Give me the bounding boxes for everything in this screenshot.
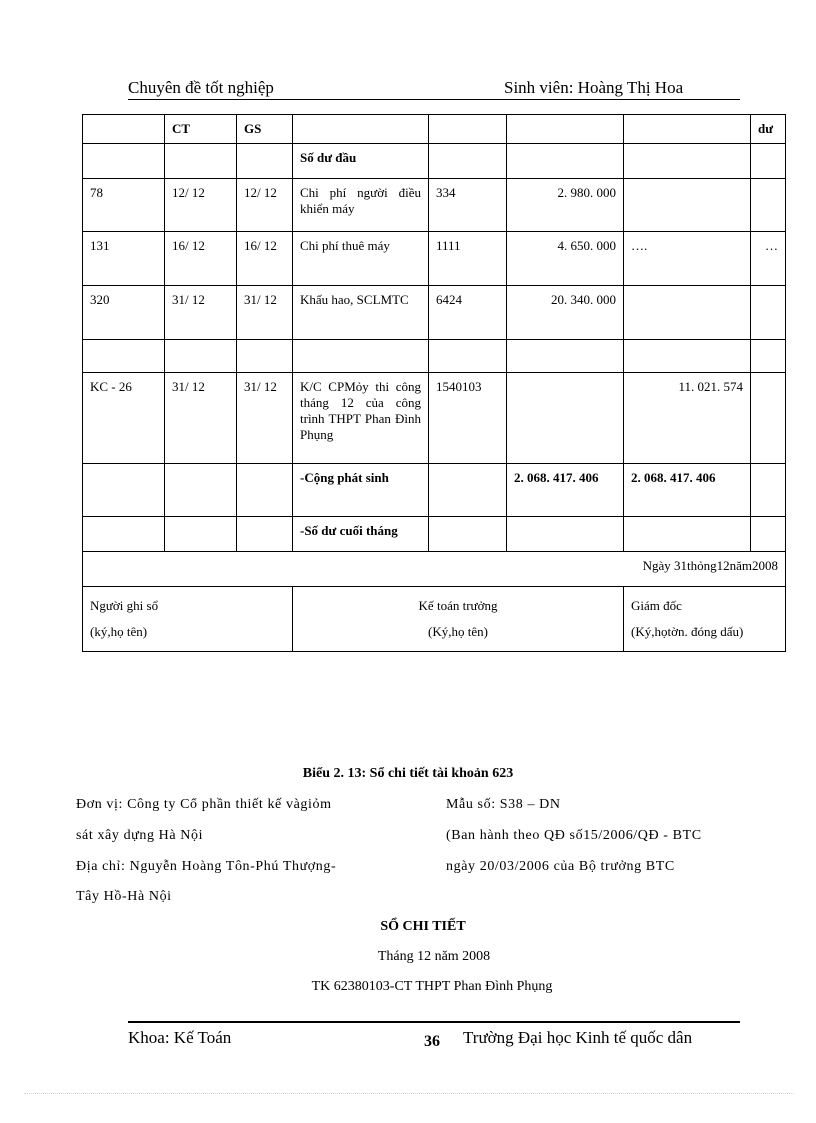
header-cell-no [83, 115, 165, 144]
header-cell-debit [507, 115, 624, 144]
row-contra-account: 334 [429, 179, 507, 232]
footer-rule [128, 1021, 740, 1023]
header-rule [128, 99, 740, 100]
row-voucher-date: 31/ 12 [165, 373, 237, 464]
company-unit-line-1: Đơn vị: Công ty Cổ phần thiết kế vàgiỏm [76, 797, 332, 812]
opening-balance-label: Số dư đầu [293, 144, 429, 179]
page-bottom-divider [24, 1093, 794, 1094]
row-voucher-date: 16/ 12 [165, 232, 237, 286]
document-account: TK 62380103-CT THPT Phan Đình Phụng [311, 979, 553, 994]
recorder-title: Người ghi sổ [90, 598, 159, 613]
table-caption: Biểu 2. 13: Sổ chi tiết tài khoản 623 [302, 766, 514, 781]
recorder-subtitle: (ký,họ tên) [90, 624, 148, 639]
signature-accountant [293, 587, 624, 652]
table-row [83, 232, 786, 286]
row-voucher-date: 12/ 12 [165, 179, 237, 232]
row-voucher-no: 78 [83, 179, 165, 232]
company-address-line-2: Tây Hồ-Hà Nội [76, 889, 172, 904]
row-description: Chi phí người điều khiển máy [293, 179, 429, 232]
total-credit: 2. 068. 417. 406 [624, 464, 751, 517]
ledger-header-row [83, 115, 786, 144]
accountant-subtitle: (Ký,họ tên) [428, 624, 488, 639]
row-credit [624, 179, 751, 232]
footer-university: Trường Đại học Kinh tế quốc dân [463, 1028, 693, 1047]
signature-recorder [83, 587, 293, 652]
header-cell-acct [429, 115, 507, 144]
row-voucher-no: 131 [83, 232, 165, 286]
empty-row [83, 340, 786, 373]
header-cell-credit [624, 115, 751, 144]
form-number: Mẫu số: S38 – DN [446, 797, 561, 812]
total-row [83, 464, 786, 517]
accountant-title: Kế toán trưởng [418, 598, 498, 613]
row-credit: …. [624, 232, 751, 286]
row-posting-date: 31/ 12 [237, 373, 293, 464]
header-cell-balance: dư [751, 115, 786, 144]
footer-faculty: Khoa: Kế Toán [128, 1028, 232, 1047]
row-credit [624, 286, 751, 340]
row-posting-date: 12/ 12 [237, 179, 293, 232]
form-regulation-line-1: (Ban hành theo QĐ số15/2006/QĐ - BTC [446, 828, 702, 843]
row-credit: 11. 021. 574 [624, 373, 751, 464]
row-contra-account: 1111 [429, 232, 507, 286]
row-contra-account: 6424 [429, 286, 507, 340]
total-debit: 2. 068. 417. 406 [507, 464, 624, 517]
signature-row [83, 587, 786, 652]
ledger-table [82, 114, 786, 652]
row-balance [751, 286, 786, 340]
row-voucher-no: 320 [83, 286, 165, 340]
row-debit: 2. 980. 000 [507, 179, 624, 232]
table-row [83, 373, 786, 464]
company-address-line-1: Địa chỉ: Nguyễn Hoàng Tôn-Phú Thượng- [76, 859, 337, 874]
row-balance [751, 373, 786, 464]
row-description: Khấu hao, SCLMTC [293, 286, 429, 340]
company-unit-line-2: sát xây dựng Hà Nội [76, 828, 204, 843]
row-posting-date: 16/ 12 [237, 232, 293, 286]
running-header-left: Chuyên đề tốt nghiệp [128, 78, 274, 97]
row-debit [507, 373, 624, 464]
total-label: -Cộng phát sinh [293, 464, 429, 517]
row-debit: 4. 650. 000 [507, 232, 624, 286]
date-row [83, 552, 786, 587]
header-cell-desc [293, 115, 429, 144]
document-month: Tháng 12 năm 2008 [377, 949, 491, 964]
signature-director [624, 587, 786, 652]
header-cell-ct: CT [165, 115, 237, 144]
table-row [83, 179, 786, 232]
table-row [83, 286, 786, 340]
document-title: SỔ CHI TIẾT [380, 919, 466, 934]
director-subtitle: (Ký,họtờn. đóng dấu) [631, 624, 744, 639]
running-header-right: Sinh viên: Hoàng Thị Hoa [504, 78, 684, 97]
row-balance [751, 179, 786, 232]
director-title: Giám đốc [631, 598, 682, 613]
row-voucher-date: 31/ 12 [165, 286, 237, 340]
row-voucher-no: KC - 26 [83, 373, 165, 464]
row-posting-date: 31/ 12 [237, 286, 293, 340]
form-regulation-line-2: ngày 20/03/2006 của Bộ trưởng BTC [446, 859, 675, 874]
ledger-date-line: Ngày 31thỏng12năm2008 [83, 552, 786, 587]
row-description: Chi phí thuê máy [293, 232, 429, 286]
row-debit: 20. 340. 000 [507, 286, 624, 340]
row-description: K/C CPMỏy thi công tháng 12 của công trình THPT Phan Đình Phụng [293, 373, 429, 464]
page-number: 36 [424, 1033, 440, 1050]
closing-balance-row [83, 517, 786, 552]
row-balance: … [751, 232, 786, 286]
closing-balance-label: -Số dư cuối tháng [293, 517, 429, 552]
opening-balance-row [83, 144, 786, 179]
row-contra-account: 1540103 [429, 373, 507, 464]
header-cell-gs: GS [237, 115, 293, 144]
